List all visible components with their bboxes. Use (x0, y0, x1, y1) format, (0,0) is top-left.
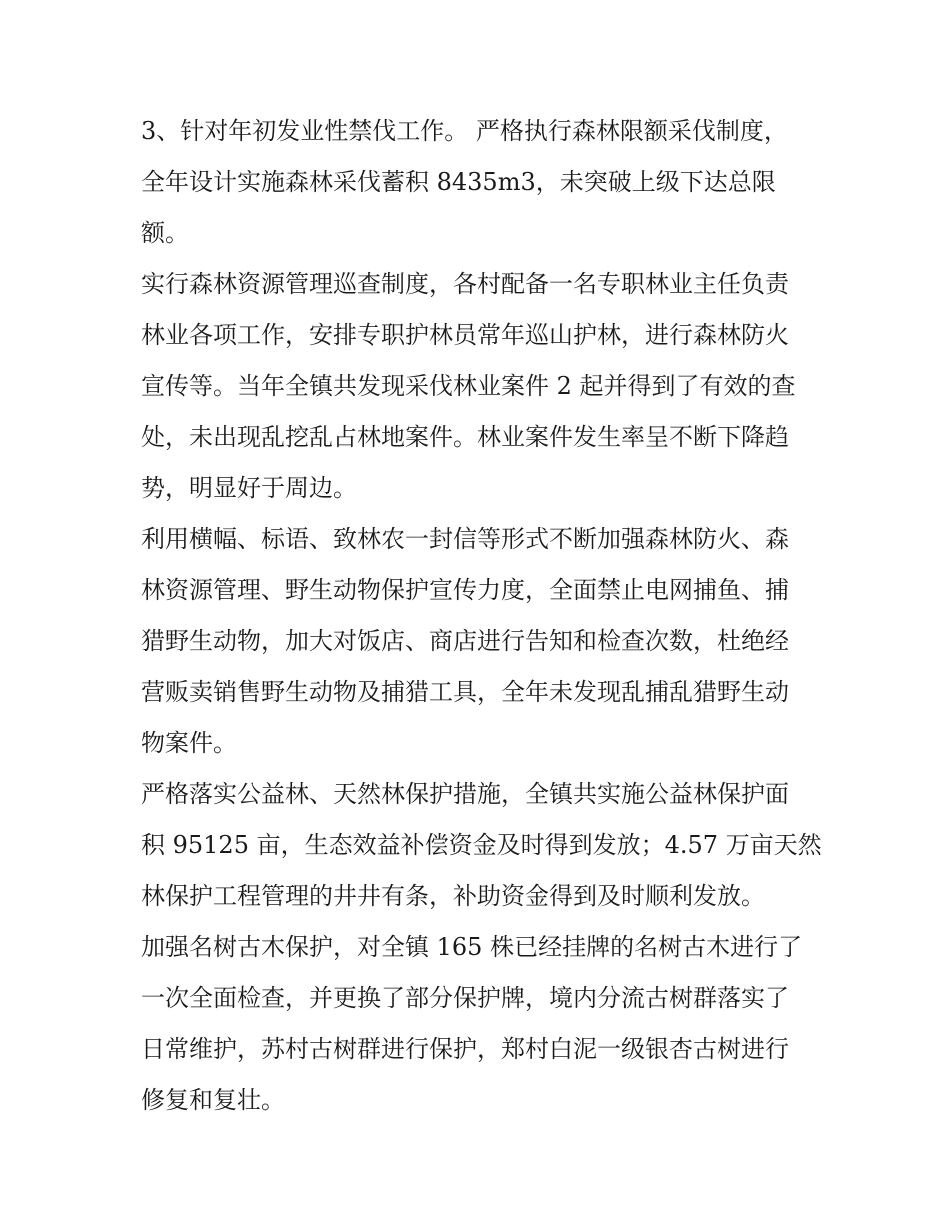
text-line: 猎野生动物，加大对饭店、商店进行告知和检查次数，杜绝经 (141, 627, 789, 655)
paragraph-forest-protection (141, 769, 821, 922)
text-line: 修复和复壮。 (141, 1086, 285, 1114)
text-line: 利用横幅、标语、致林农一封信等形式不断加强森林防火、森 (141, 525, 789, 553)
paragraph-ancient-trees (141, 922, 821, 1126)
text-line: 营贩卖销售野生动物及捕猎工具，全年未发现乱捕乱猎野生动 (141, 678, 789, 706)
text-line: 宣传等。当年全镇共发现采伐林业案件 2 起并得到了有效的查 (141, 372, 796, 400)
text-line: 林资源管理、野生动物保护宣传力度，全面禁止电网捕鱼、捕 (141, 576, 789, 604)
text-line: 积 95125 亩，生态效益补偿资金及时得到发放；4.57 万亩天然 (141, 831, 822, 859)
text-line: 物案件。 (141, 729, 237, 757)
paragraph-publicity (141, 514, 821, 769)
text-line: 日常维护，苏村古树群进行保护，郑村白泥一级银杏古树进行 (141, 1035, 789, 1063)
text-line: 处，未出现乱挖乱占林地案件。林业案件发生率呈不断下降趋 (141, 423, 789, 451)
text-line: 严格落实公益林、天然林保护措施，全镇共实施公益林保护面 (141, 780, 789, 808)
text-line: 实行森林资源管理巡查制度，各村配备一名专职林业主任负责 (141, 270, 789, 298)
text-line: 全年设计实施森林采伐蓄积 8435m3，未突破上级下达总限 (141, 168, 776, 196)
paragraph-logging-quota (141, 106, 821, 259)
text-line: 一次全面检查，并更换了部分保护牌，境内分流古树群落实了 (141, 984, 789, 1012)
text-line: 林业各项工作，安排专职护林员常年巡山护林，进行森林防火 (141, 321, 789, 349)
text-line: 势，明显好于周边。 (141, 474, 357, 502)
document-body (141, 106, 821, 1126)
text-line: 林保护工程管理的井井有条，补助资金得到及时顺利发放。 (141, 882, 765, 910)
paragraph-patrol-system (141, 259, 821, 514)
text-line: 3、针对年初发业性禁伐工作。 严格执行森林限额采伐制度， (141, 117, 788, 145)
text-line: 加强名树古木保护，对全镇 165 株已经挂牌的名树古木进行了 (141, 933, 803, 961)
text-line: 额。 (141, 219, 189, 247)
